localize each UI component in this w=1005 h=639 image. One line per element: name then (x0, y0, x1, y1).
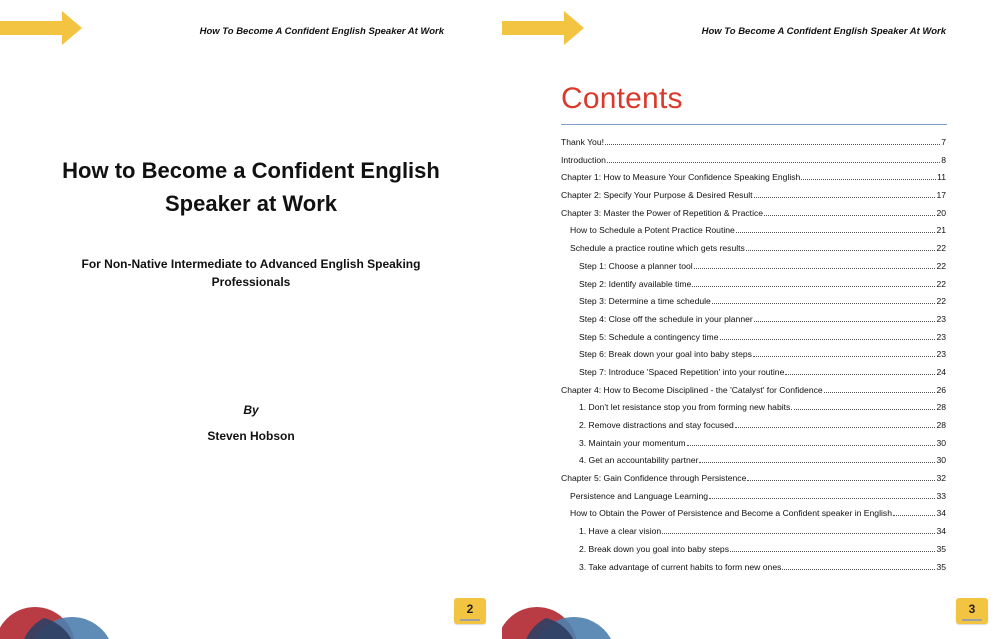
toc-entry-title: Step 3: Determine a time schedule (579, 296, 711, 307)
toc-entry-page: 26 (936, 384, 946, 395)
page-number-badge: 2 (454, 598, 486, 624)
toc-entry[interactable] (561, 544, 946, 562)
running-header: How To Become A Confident English Speaker At Work (199, 26, 444, 37)
toc-entry-page: 11 (937, 172, 946, 183)
toc-leader-dots (605, 144, 940, 145)
toc-entry-title: Schedule a practice routine which gets results (570, 243, 745, 254)
toc-entry[interactable] (561, 349, 946, 367)
toc-entry-title: Step 1: Choose a planner tool (579, 260, 693, 271)
by-label: By (243, 403, 259, 417)
toc-entry[interactable] (561, 402, 946, 420)
toc-entry[interactable] (561, 473, 946, 491)
arrow-right-icon (0, 11, 82, 45)
toc-entry-page: 34 (936, 526, 946, 537)
toc-entry-title: Thank You! (561, 137, 605, 147)
toc-entry-page: 32 (936, 473, 946, 484)
toc-entry[interactable] (561, 420, 946, 438)
toc-entry[interactable] (561, 225, 946, 243)
toc-entry-page: 34 (936, 508, 946, 519)
toc-entry[interactable] (561, 208, 946, 226)
toc-leader-dots (747, 480, 935, 481)
toc-entry-title: 3. Take advantage of current habits to form new ones (579, 561, 782, 572)
toc-entry[interactable] (561, 491, 946, 509)
toc-entry[interactable] (561, 314, 946, 332)
toc-entry-title: Chapter 2: Specify Your Purpose & Desired Result (561, 190, 753, 201)
toc-entry[interactable] (561, 190, 946, 208)
toc-leader-dots (801, 179, 936, 180)
toc-leader-dots (709, 498, 935, 499)
toc-entry-title: Step 2: Identify available time (579, 278, 692, 289)
toc-entry-page: 8 (941, 154, 946, 165)
toc-entry-title: Persistence and Language Learning (570, 490, 709, 501)
toc-entry-page: 17 (936, 190, 946, 201)
toc-leader-dots (824, 392, 936, 393)
toc-leader-dots (730, 551, 935, 552)
toc-entry-page: 24 (936, 366, 946, 377)
toc-entry-page: 30 (936, 437, 946, 448)
toc-leader-dots (607, 162, 940, 163)
toc-entry-title: How to Obtain the Power of Persistence and Become a Confident speaker in English (570, 508, 892, 519)
book-title (50, 154, 452, 220)
toc-leader-dots (754, 197, 936, 198)
toc-leader-dots (720, 339, 936, 340)
page-number-badge: 3 (956, 598, 988, 624)
toc-entry-page: 23 (936, 331, 946, 342)
toc-entry-page: 33 (936, 490, 946, 501)
toc-leader-dots (712, 303, 936, 304)
book-subtitle (60, 255, 442, 291)
toc-entry-title: Step 4: Close off the schedule in your planner (579, 313, 753, 324)
subtitle-line-2: Professionals (211, 275, 291, 289)
contents-heading: Contents (561, 82, 683, 115)
toc-entry-title: 3. Maintain your momentum (579, 437, 686, 448)
book-title-line-1: How to Become a Confident English (62, 158, 440, 183)
toc-leader-dots (699, 462, 935, 463)
toc-entry-page: 22 (936, 243, 946, 254)
right-page (502, 0, 1004, 639)
toc-entry[interactable] (561, 296, 946, 314)
table-of-contents (561, 137, 946, 579)
toc-entry-page: 20 (936, 207, 946, 218)
toc-entry-page: 7 (941, 137, 946, 147)
toc-entry-title: Step 7: Introduce 'Spaced Repetition' into your routine (579, 366, 785, 377)
toc-entry-title: 2. Remove distractions and stay focused (579, 420, 734, 430)
toc-entry-title: Chapter 4: How to Become Disciplined - the 'Catalyst' for Confidence (561, 384, 823, 395)
toc-entry-title: How to Schedule a Potent Practice Routine (570, 225, 735, 236)
author-name: Steven Hobson (207, 429, 295, 443)
toc-entry[interactable] (561, 261, 946, 279)
toc-leader-dots (753, 356, 936, 357)
decorative-circles-icon (0, 589, 130, 639)
toc-entry[interactable] (561, 172, 946, 190)
toc-entry-title: 1. Have a clear vision (579, 526, 662, 537)
toc-leader-dots (754, 321, 936, 322)
toc-entry-page: 30 (936, 455, 946, 466)
subtitle-line-1: For Non-Native Intermediate to Advanced English Speaking (81, 257, 421, 271)
toc-leader-dots (893, 515, 935, 516)
toc-entry-page: 35 (936, 561, 946, 572)
toc-entry[interactable] (561, 455, 946, 473)
toc-entry[interactable] (561, 526, 946, 544)
toc-leader-dots (694, 268, 936, 269)
toc-leader-dots (746, 250, 936, 251)
toc-entry-title: Introduction (561, 154, 606, 165)
toc-entry-title: Step 6: Break down your goal into baby steps (579, 349, 752, 360)
toc-entry-page: 22 (936, 296, 946, 307)
toc-entry[interactable] (561, 367, 946, 385)
toc-entry[interactable] (561, 508, 946, 526)
toc-entry-page: 22 (936, 278, 946, 289)
toc-entry-page: 28 (936, 402, 946, 413)
toc-leader-dots (692, 286, 935, 287)
toc-entry[interactable] (561, 438, 946, 456)
toc-leader-dots (735, 427, 936, 428)
toc-entry[interactable] (561, 243, 946, 261)
toc-entry[interactable] (561, 279, 946, 297)
toc-entry-title: 2. Break down you goal into baby steps (579, 543, 730, 554)
toc-entry-title: 1. Don't let resistance stop you from forming new habits. (579, 402, 793, 413)
toc-leader-dots (794, 409, 936, 410)
toc-leader-dots (785, 374, 935, 375)
toc-entry-title: Step 5: Schedule a contingency time (579, 331, 719, 342)
toc-entry-page: 28 (936, 420, 946, 430)
toc-entry-page: 22 (936, 260, 946, 271)
book-title-line-2: Speaker at Work (164, 191, 337, 216)
toc-entry-page: 23 (936, 313, 946, 324)
toc-entry-title: Chapter 1: How to Measure Your Confidence Speaking English (561, 172, 801, 183)
arrow-right-icon (502, 11, 584, 45)
toc-entry[interactable] (561, 332, 946, 350)
toc-leader-dots (687, 445, 936, 446)
toc-leader-dots (736, 232, 936, 233)
toc-leader-dots (782, 569, 935, 570)
left-page (0, 0, 502, 639)
toc-entry-title: Chapter 5: Gain Confidence through Persistence (561, 473, 747, 484)
decorative-circles-icon (502, 589, 632, 639)
toc-entry[interactable] (561, 137, 946, 155)
toc-entry[interactable] (561, 385, 946, 403)
heading-divider (561, 124, 947, 125)
running-header: How To Become A Confident English Speaker At Work (701, 26, 946, 37)
toc-entry-title: Chapter 3: Master the Power of Repetition & Practice (561, 207, 764, 218)
toc-entry[interactable] (561, 562, 946, 580)
toc-entry-page: 35 (936, 543, 946, 554)
toc-entry-title: 4. Get an accountability partner (579, 455, 699, 466)
toc-leader-dots (764, 215, 935, 216)
toc-entry[interactable] (561, 155, 946, 173)
toc-leader-dots (662, 533, 935, 534)
toc-entry-page: 21 (936, 225, 946, 236)
toc-entry-page: 23 (936, 349, 946, 360)
